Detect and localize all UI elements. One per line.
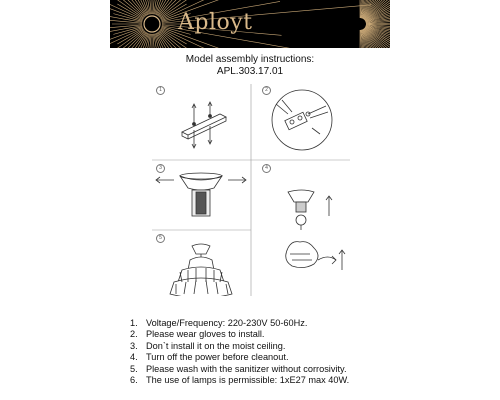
note-text: Please wear gloves to install. (146, 329, 265, 340)
document-title (0, 54, 500, 78)
step-5-number: 5 (156, 234, 165, 243)
brand-banner (110, 0, 390, 48)
note-number: 4. (130, 352, 138, 363)
sun-ray (110, 32, 146, 48)
step-5-diagram (170, 244, 232, 296)
sun-ray (157, 0, 172, 15)
note-item (130, 364, 460, 375)
model-code: APL.303.17.01 (216, 66, 284, 77)
step-1-diagram (182, 102, 226, 148)
note-text: Voltage/Frequency: 220-230V 50-60Hz. (146, 318, 308, 328)
note-text: Don`t install it on the moist ceiling. (146, 340, 286, 351)
note-text: Please wash with the sanitizer without corrosivity. (146, 363, 347, 374)
assembly-diagram-grid (152, 84, 350, 296)
note-text: The use of lamps is permissible: 1xE27 max 40W. (146, 375, 350, 386)
step-1-number: 1 (156, 86, 165, 95)
brand-logo: Aployt (178, 10, 253, 35)
step-4-number: 4 (262, 164, 271, 173)
sun-ray (157, 33, 172, 48)
step-3-diagram (156, 173, 246, 216)
sun-ray (110, 0, 146, 16)
note-number: 1. (130, 318, 138, 328)
step-3-number: 3 (156, 164, 165, 173)
note-item (130, 341, 460, 352)
safety-notes-list (130, 318, 460, 386)
assembly-diagrams (152, 84, 350, 296)
note-item (130, 329, 460, 340)
note-item (130, 352, 460, 363)
note-number: 5. (130, 363, 138, 374)
note-item (130, 318, 460, 329)
step-2-diagram (272, 90, 332, 150)
note-item (130, 375, 460, 386)
instructions-heading: Model assembly instructions: (185, 54, 315, 65)
note-number: 3. (130, 340, 138, 351)
note-text: Turn off the power before cleanout. (146, 352, 289, 363)
sun-ray (132, 33, 147, 48)
sun-ray (132, 0, 147, 15)
note-number: 6. (130, 375, 138, 386)
step-4-diagram (286, 190, 345, 270)
step-2-number: 2 (262, 86, 271, 95)
note-number: 2. (130, 329, 138, 340)
